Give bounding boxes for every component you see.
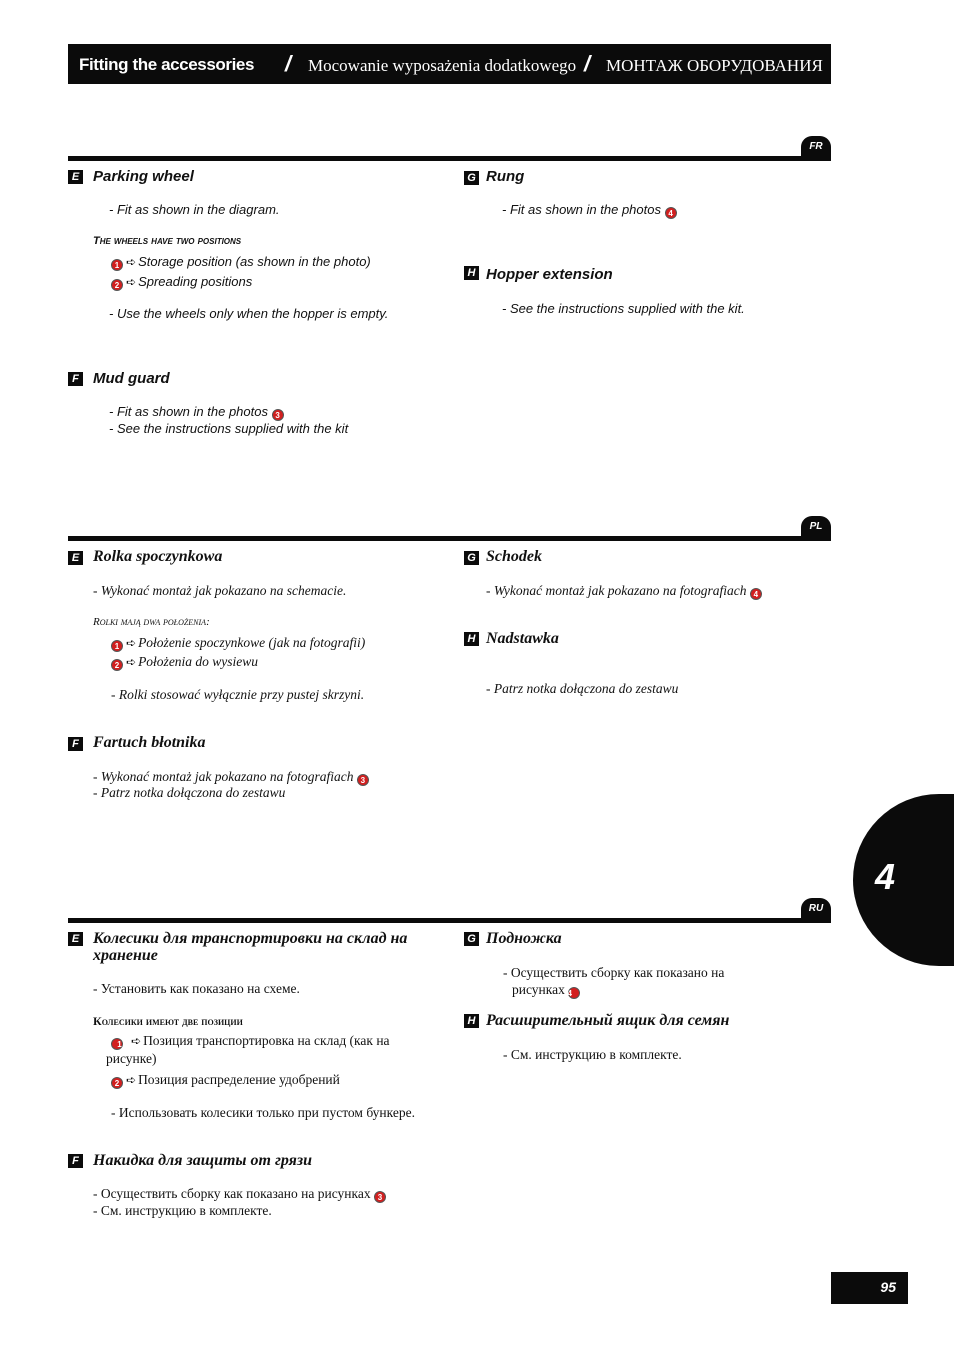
ru-h-line1: - См. инструкцию в комплекте. [503, 1047, 682, 1062]
ru-f-line1 [93, 1186, 386, 1203]
letter-box-h: H [464, 632, 479, 646]
letter-box-f: F [68, 1154, 83, 1168]
header-title-en: Fitting the accessories [79, 55, 255, 74]
section-rule-pl [68, 536, 831, 541]
heading-ru-podnozhka: Подножка [486, 930, 562, 947]
page-number: 95 [831, 1272, 908, 1304]
ru-f-line2: - См. инструкцию в комплекте. [93, 1203, 272, 1218]
heading-rolka-spoczynkowa: Rolka spoczynkowa [93, 548, 223, 565]
pl-g-line1 [486, 583, 762, 600]
pl-e-subheading: Rolki mają dwa położenia: [93, 616, 210, 628]
pl-e-position-1 [111, 635, 365, 652]
header-title-pl: Mocowanie wyposażenia dodatkowego [308, 56, 577, 75]
pl-f-line1 [93, 769, 369, 786]
pl-h-line1: - Patrz notka dołączona do zestawu [486, 681, 679, 696]
letter-box-e: E [68, 932, 83, 946]
fr-e-position-1 [111, 254, 371, 271]
callout-2-icon: 2 [111, 1077, 123, 1089]
section-rule-fr [68, 156, 831, 161]
header-title-ru: МОНТАЖ ОБОРУДОВАНИЯ [606, 56, 823, 75]
language-badge-fr: FR [801, 136, 831, 158]
letter-box-e: E [68, 170, 83, 184]
heading-ru-nakidka: Накидка для защиты от грязи [93, 1152, 313, 1169]
header-separator: / [584, 51, 591, 76]
callout-4-icon: 4 [665, 207, 677, 219]
pl-e-position-1-text: Położenie spoczynkowe (jak na fotografii) [138, 635, 366, 650]
ru-e-note: - Использовать колесики только при пустом бункере. [111, 1105, 415, 1120]
section-rule-ru [68, 918, 831, 923]
heading-mud-guard: Mud guard [93, 370, 170, 387]
letter-box-f: F [68, 372, 83, 386]
callout-3-icon: 3 [374, 1191, 386, 1203]
callout-4-icon: 4 [750, 588, 762, 600]
callout-4-icon: 4 [568, 987, 580, 999]
fr-f-line2: - See the instructions supplied with the kit [109, 421, 349, 436]
arrow-right-icon: ➪ [131, 1034, 142, 1048]
letter-box-g: G [464, 932, 479, 946]
callout-1-icon: 1 [111, 640, 123, 652]
ru-e-subheading: Колесики имеют две позиции [93, 1014, 243, 1028]
callout-2-icon: 2 [111, 279, 123, 291]
fr-f-line1 [109, 404, 284, 421]
heading-parking-wheel: Parking wheel [93, 168, 194, 185]
ru-g-line1 [503, 964, 774, 999]
pl-e-position-2-text: Położenia do wysiewu [138, 654, 259, 669]
heading-ru-kolesiki: Колесики для транспортировки на склад на хранение [93, 930, 408, 964]
page-header [68, 44, 831, 84]
arrow-right-icon: ➪ [126, 1073, 137, 1087]
fr-e-position-2-text: Spreading positions [138, 274, 253, 289]
pl-f-line2: - Patrz notka dołączona do zestawu [93, 785, 286, 800]
ru-e-line1: - Установить как показано на схеме. [93, 981, 300, 996]
chapter-number: 4 [875, 856, 896, 897]
fr-f-line1-text: - Fit as shown in the photos [109, 404, 268, 419]
chapter-tab [853, 794, 954, 966]
fr-e-note: - Use the wheels only when the hopper is empty. [109, 306, 389, 321]
fr-e-position-1-text: Storage position (as shown in the photo) [138, 254, 371, 269]
letter-box-h: H [464, 266, 479, 280]
ru-g-line1-text: - Осуществить сборку как показано на рисунках [503, 965, 725, 997]
arrow-right-icon: ➪ [126, 255, 137, 269]
ru-e-position-1-text: Позиция транспортировка на склад (как на рисунке) [106, 1033, 390, 1066]
heading-fartuch-blotnika: Fartuch błotnika [93, 734, 206, 751]
letter-box-e: E [68, 551, 83, 565]
pl-e-line1: - Wykonać montaż jak pokazano na schemacie. [93, 583, 347, 598]
ru-f-line1-text: - Осуществить сборку как показано на рисунках [93, 1186, 371, 1201]
letter-box-f: F [68, 737, 83, 751]
language-badge-pl: PL [801, 516, 831, 538]
callout-1-icon: 1 [111, 1038, 123, 1050]
letter-box-h: H [464, 1014, 479, 1028]
heading-hopper-extension: Hopper extension [486, 266, 613, 283]
arrow-right-icon: ➪ [126, 636, 137, 650]
fr-e-line1: - Fit as shown in the diagram. [109, 202, 280, 217]
callout-3-icon: 3 [272, 409, 284, 421]
fr-e-subheading: The wheels have two positions [93, 235, 242, 247]
fr-e-position-2 [111, 274, 252, 291]
ru-e-position-2-text: Позиция распределение удобрений [138, 1072, 340, 1087]
pl-e-position-2 [111, 654, 258, 671]
pl-e-note: - Rolki stosować wyłącznie przy pustej skrzyni. [111, 687, 365, 702]
callout-1-icon: 1 [111, 259, 123, 271]
ru-e-position-1 [106, 1032, 406, 1067]
heading-ru-rasshiritelny: Расширительный ящик для семян [486, 1012, 730, 1029]
pl-g-line1-text: - Wykonać montaż jak pokazano na fotografiach [486, 583, 747, 598]
arrow-right-icon: ➪ [126, 275, 137, 289]
arrow-right-icon: ➪ [126, 655, 137, 669]
fr-g-line1-text: - Fit as shown in the photos [502, 202, 661, 217]
callout-3-icon: 3 [357, 774, 369, 786]
language-badge-ru: RU [801, 898, 831, 920]
letter-box-g: G [464, 551, 479, 565]
fr-h-line1: - See the instructions supplied with the kit. [502, 301, 745, 316]
callout-2-icon: 2 [111, 659, 123, 671]
heading-rung: Rung [486, 168, 525, 185]
ru-e-position-2 [111, 1072, 340, 1089]
heading-schodek: Schodek [486, 548, 542, 565]
letter-box-g: G [464, 171, 479, 185]
pl-f-line1-text: - Wykonać montaż jak pokazano na fotografiach [93, 769, 354, 784]
fr-g-line1 [502, 202, 677, 219]
heading-nadstawka: Nadstawka [486, 630, 559, 647]
header-separator: / [285, 51, 292, 76]
